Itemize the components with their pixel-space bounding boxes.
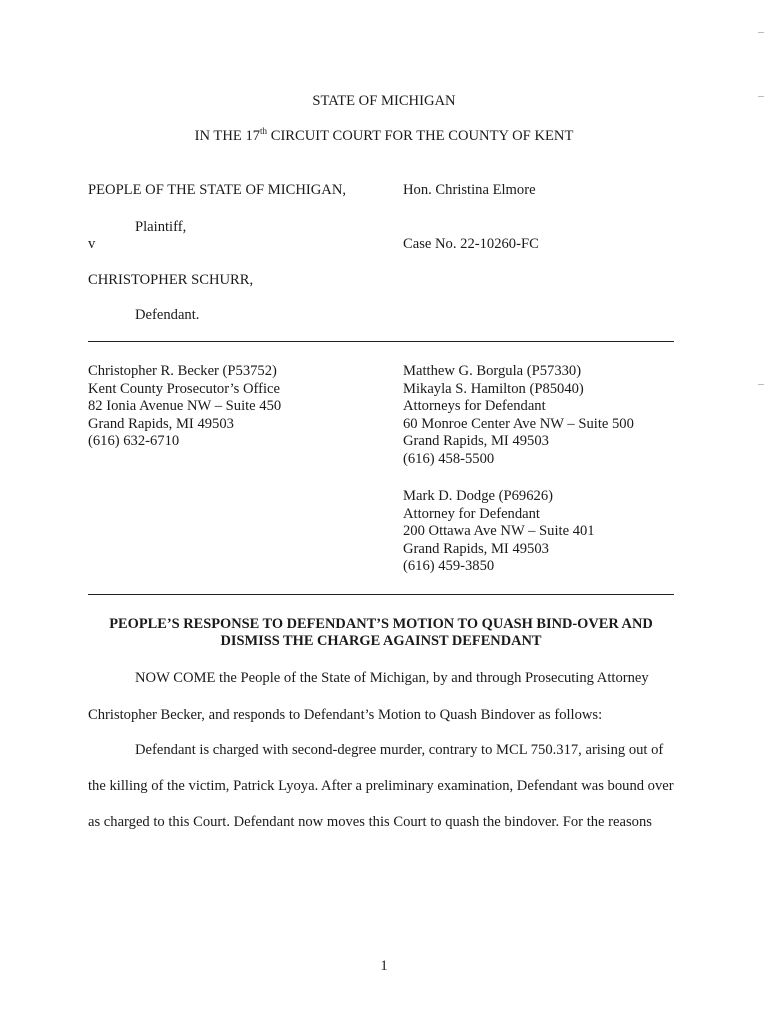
- body-paragraph-2-line-3: as charged to this Court. Defendant now moves this Court to quash the bindover. For the reasons: [88, 814, 652, 830]
- page-number: 1: [380, 958, 388, 974]
- defense-line: Grand Rapids, MI 49503: [403, 540, 549, 557]
- versus: v: [88, 236, 96, 252]
- defense-line: Mark D. Dodge (P69626): [403, 488, 553, 504]
- defendant-role: Defendant.: [135, 307, 200, 323]
- court-prefix: IN THE 17: [194, 128, 261, 144]
- plaintiff-role: Plaintiff,: [135, 219, 187, 235]
- scan-mark: [758, 384, 764, 385]
- body-paragraph-2-line-1: Defendant is charged with second-degree murder, contrary to MCL 750.317, arising out of: [135, 742, 664, 758]
- body-paragraph-1-line-2: Christopher Becker, and responds to Defendant’s Motion to Quash Bindover as follows:: [88, 707, 603, 723]
- judge-name: Hon. Christina Elmore: [403, 182, 536, 198]
- defense-line: Matthew G. Borgula (P57330): [403, 363, 582, 379]
- defense-line: Grand Rapids, MI 49503: [403, 433, 549, 449]
- plaintiff-name: PEOPLE OF THE STATE OF MICHIGAN,: [88, 182, 347, 198]
- defense-counsel-block-1: [403, 363, 634, 468]
- defendant-name: CHRISTOPHER SCHURR,: [88, 272, 254, 288]
- body-paragraph-1-line-1: NOW COME the People of the State of Michigan, by and through Prosecuting Attorney: [135, 670, 649, 686]
- prosecution-line: Kent County Prosecutor’s Office: [88, 380, 280, 397]
- court-suffix: CIRCUIT COURT FOR THE COUNTY OF KENT: [267, 128, 574, 144]
- prosecution-line: 82 Ionia Avenue NW – Suite 450: [88, 398, 282, 414]
- prosecution-line: Grand Rapids, MI 49503: [88, 415, 234, 432]
- caption-divider: [88, 341, 674, 342]
- defense-line: 60 Monroe Center Ave NW – Suite 500: [403, 415, 634, 432]
- defense-line: Mikayla S. Hamilton (P85040): [403, 380, 584, 397]
- court-heading: [0, 128, 768, 146]
- counsel-divider: [88, 594, 674, 595]
- court-superscript: th: [260, 126, 268, 136]
- scan-mark: [758, 32, 764, 33]
- state-heading: STATE OF MICHIGAN: [312, 93, 456, 109]
- defense-line: (616) 458-5500: [403, 450, 495, 467]
- scan-mark: [758, 96, 764, 97]
- prosecution-line: Christopher R. Becker (P53752): [88, 363, 277, 379]
- defense-line: Attorneys for Defendant: [403, 398, 546, 414]
- defense-line: (616) 459-3850: [403, 558, 495, 574]
- case-number: Case No. 22-10260-FC: [403, 236, 539, 252]
- document-title-line-2: DISMISS THE CHARGE AGAINST DEFENDANT: [220, 633, 542, 649]
- defense-line: 200 Ottawa Ave NW – Suite 401: [403, 523, 595, 539]
- prosecution-line: (616) 632-6710: [88, 433, 180, 449]
- defense-line: Attorney for Defendant: [403, 505, 540, 522]
- body-paragraph-2-line-2: the killing of the victim, Patrick Lyoya. After a preliminary examination, Defendant was bound over: [88, 778, 674, 794]
- document-title-line-1: PEOPLE’S RESPONSE TO DEFENDANT’S MOTION TO QUASH BIND-OVER AND: [109, 616, 653, 632]
- defense-counsel-block-2: [403, 488, 595, 576]
- prosecution-counsel-block: [88, 363, 281, 451]
